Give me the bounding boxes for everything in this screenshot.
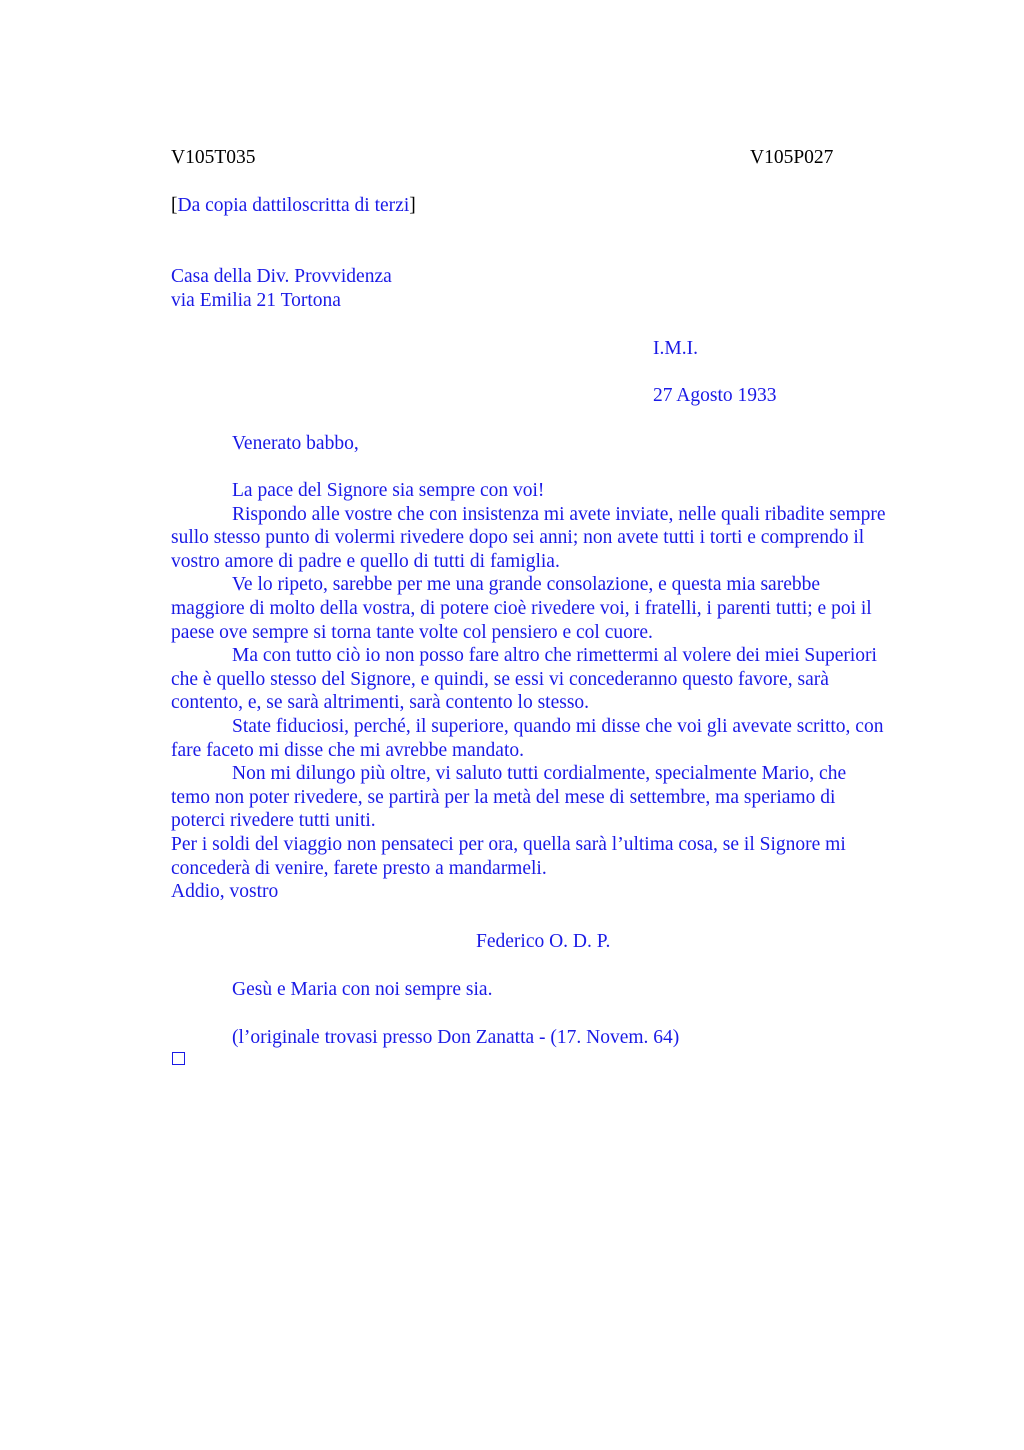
salutation: Venerato babbo, bbox=[232, 433, 359, 454]
body-line: paese ove sempre si torna tante volte col pensiero e col cuore. bbox=[171, 621, 653, 643]
body-line: Rispondo alle vostre che con insistenza mi avete inviate, nelle quali ribadite sempre bbox=[232, 503, 886, 525]
letter-body bbox=[171, 479, 931, 904]
body-line: poterci rivedere tutti uniti. bbox=[171, 810, 376, 832]
document-code-right: V105P027 bbox=[750, 147, 834, 168]
body-line: Per i soldi del viaggio non pensateci per ora, quella sarà l’ultima cosa, se il Signore mi bbox=[171, 833, 846, 855]
address-line-2: via Emilia 21 Tortona bbox=[171, 290, 341, 311]
address-line-1: Casa della Div. Provvidenza bbox=[171, 266, 392, 287]
closing-line: Gesù e Maria con noi sempre sia. bbox=[232, 979, 493, 1000]
source-note-text: Da copia dattiloscritta di terzi bbox=[177, 195, 410, 216]
heading-initials: I.M.I. bbox=[653, 338, 698, 359]
body-line: maggiore di molto della vostra, di potere cioè rivedere voi, i fratelli, i parenti tutti; e poi il bbox=[171, 597, 872, 619]
source-note-close-bracket: ] bbox=[409, 195, 416, 216]
source-note-open-bracket: [ bbox=[171, 195, 178, 216]
body-line: State fiduciosi, perché, il superiore, quando mi disse che voi gli avevate scritto, con bbox=[232, 715, 884, 737]
body-line: Addio, vostro bbox=[171, 881, 279, 903]
document-code-left: V105T035 bbox=[171, 147, 256, 168]
body-line: fare faceto mi disse che mi avrebbe mandato. bbox=[171, 739, 525, 761]
letter-date: 27 Agosto 1933 bbox=[653, 385, 777, 406]
body-line: Non mi dilungo più oltre, vi saluto tutti cordialmente, specialmente Mario, che bbox=[232, 763, 847, 785]
body-line: La pace del Signore sia sempre con voi! bbox=[232, 480, 545, 501]
signature: Federico O. D. P. bbox=[476, 931, 611, 952]
body-line: che è quello stesso del Signore, e quindi, se essi vi concederanno questo favore, sarà bbox=[171, 668, 829, 690]
body-line: temo non poter rivedere, se partirà per la metà del mese di settembre, ma speriamo di bbox=[171, 786, 836, 808]
body-line: sullo stesso punto di volermi rivedere dopo sei anni; non avete tutti i torti e comprendo il bbox=[171, 527, 865, 549]
body-line: concederà di venire, farete presto a mandarmeli. bbox=[171, 857, 547, 879]
body-line: Ve lo ripeto, sarebbe per me una grande consolazione, e questa mia sarebbe bbox=[232, 574, 821, 596]
footnote: (l’originale trovasi presso Don Zanatta - (17. Novem. 64) bbox=[232, 1027, 680, 1048]
body-line: vostro amore di padre e quello di tutti di famiglia. bbox=[171, 550, 560, 572]
body-line: Ma con tutto ciò io non posso fare altro che rimettermi al volere dei miei Superiori bbox=[232, 645, 877, 667]
square-box-icon bbox=[172, 1052, 185, 1065]
source-note bbox=[171, 194, 416, 218]
body-line: contento, e, se sarà altrimenti, sarà contento lo stesso. bbox=[171, 692, 590, 714]
